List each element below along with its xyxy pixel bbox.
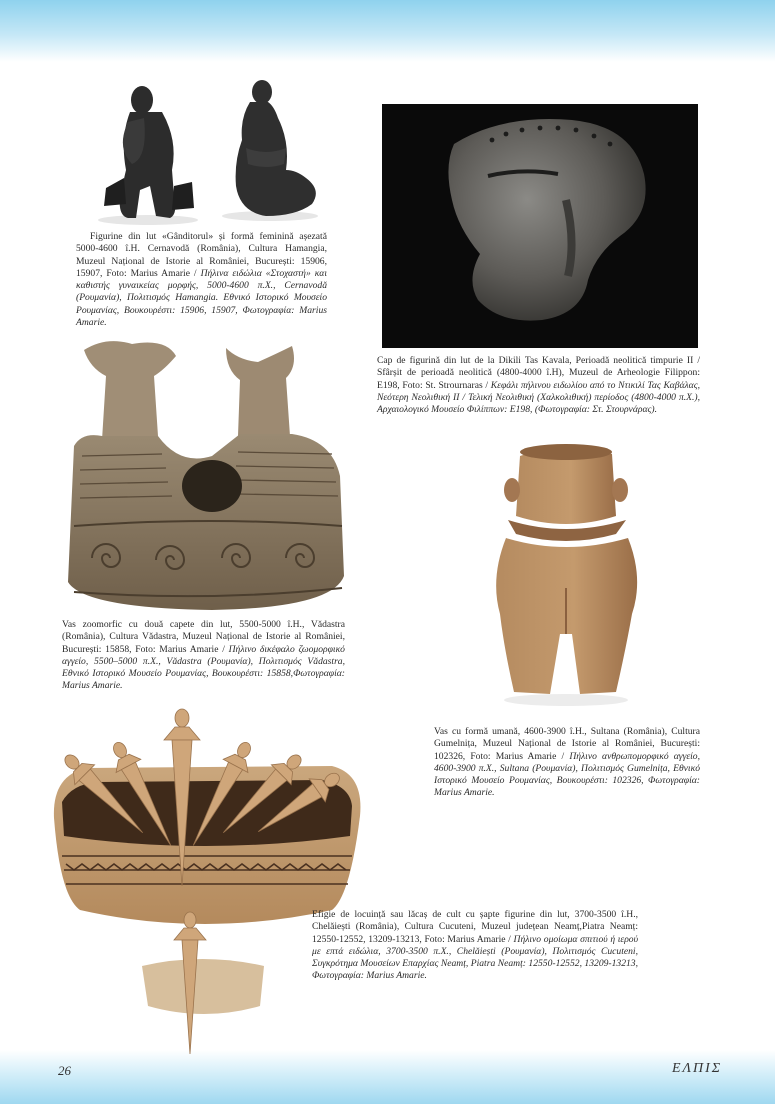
caption-romanian-text: Vas zoomorfic cu două capete din lut, 5500-5000 î.H., Vădastra (România), Cultura Vădastra, Muzeul Național de Istorie al României, București: 15858, Foto: Marius Amarie / [62, 619, 345, 655]
magazine-title: ΕΛΠΙΣ [672, 1061, 723, 1076]
caption-romanian-text: Cap de figurină din lut de la Dikili Tas Kavala, Perioadă neolitică timpurie II / Sfârșit de perioadă neolitică (4800-4000 î.H), Muzeul de Arheologie Filippon: E198, Foto: St. Strournaras / [377, 355, 700, 391]
caption-greek-text: Πήλινο ομοίωμα σπιτιού ή ιερού με επτά ειδώλια, 3700-3500 π.Χ., Chelăiești (Ρουμανία), Πολιτισμός Cucuteni, Συγκρότημα Μουσείων Επαρχίας Neamț, Piatra Neamț: 12550-12552, 13209-13213, Φωτογραφία: Marius Amarie. [312, 933, 639, 982]
human-shaped-vase-photo [462, 438, 674, 712]
top-header-band [0, 0, 775, 62]
caption-greek-text: Κεφάλι πήλινου ειδωλίου από το Ντικιλί Τας Καβάλας, Νεότερη Νεολιθική ΙΙ / Τελική Νεολιθική (Χαλκολιθική) περίοδος (4800-4000 π.Χ.), Αρχαιολογικό Μουσείο Φιλίππων: E198, (Φωτογραφία: Στ. Στουρνάρας). [377, 379, 700, 416]
caption-greek-text: Πήλινο ανθρωπομορφικό αγγείο, 4600-3900 π.Χ., Sultana (Ρουμανία), Πολιτισμός Gumelnița, Εθνικό Ιστορικό Μουσείο Ρουμανίας, Βουκουρέστι: 102326, Φωτογραφία: Marius Amarie. [434, 750, 701, 799]
human-vase-caption [434, 726, 700, 800]
caption-romanian-text: Figurine din lut «Gânditorul» și formă feminină așezată 5000-4600 î.H. Cernavodă (România), Cultura Hamangia, Muzeul Național de Istorie al României, București: 15906, 15907, Foto: Marius Amarie / [76, 231, 327, 279]
zoomorphic-vase-photo [62, 336, 348, 614]
caption-greek-text: Πήλινα ειδώλια «Στοχαστή» και καθιστής γυναικείας μορφής, 5000-4600 π.Χ., Cernavodă (Ρουμανία), Πολιτισμός Hamangia. Εθνικό Ιστορικό Μουσείο Ρουμανίας, Βουκουρέστι: 15906, 15907, Φωτογραφία: Marius Amarie. [76, 267, 328, 329]
cult-effigy-caption [312, 909, 638, 983]
caption-romanian-text: Efigie de locuință sau lăcaș de cult cu șapte figurine din lut, 3700-3500 î.H., Chelăiești (România), Cultura Cucuteni, Muzeul județean Neamț,Piatra Neamț: 12550-12552, 13209-13213, Foto: Marius Amarie / [312, 909, 638, 945]
thinker-figurines-photo [90, 78, 326, 228]
caption-greek-text: Πήλινο δικέφαλο ζωομορφικό αγγείο, 5500–5000 π.Χ., Vădastra (Ρουμανία), Πολιτισμός Vădastra, Εθνικό Ιστορικό Μουσείο Ρουμανίας, Βουκουρέστι: 15858,Φωτογραφία: Marius Amarie. [62, 643, 345, 692]
cult-effigy-photo [32, 706, 378, 1060]
zoomorphic-vase-caption [62, 619, 345, 693]
page-number: 26 [58, 1063, 71, 1078]
caption-romanian-text: Vas cu formă umană, 4600-3900 î.H., Sultana (România), Cultura Gumelnița, Muzeul Național de Istorie al României, București: 102326, Foto: Marius Amarie / [434, 726, 700, 762]
dikili-tas-head-photo [382, 104, 698, 348]
dikili-tas-head-caption [377, 355, 700, 416]
thinker-figurines-caption [76, 231, 327, 329]
